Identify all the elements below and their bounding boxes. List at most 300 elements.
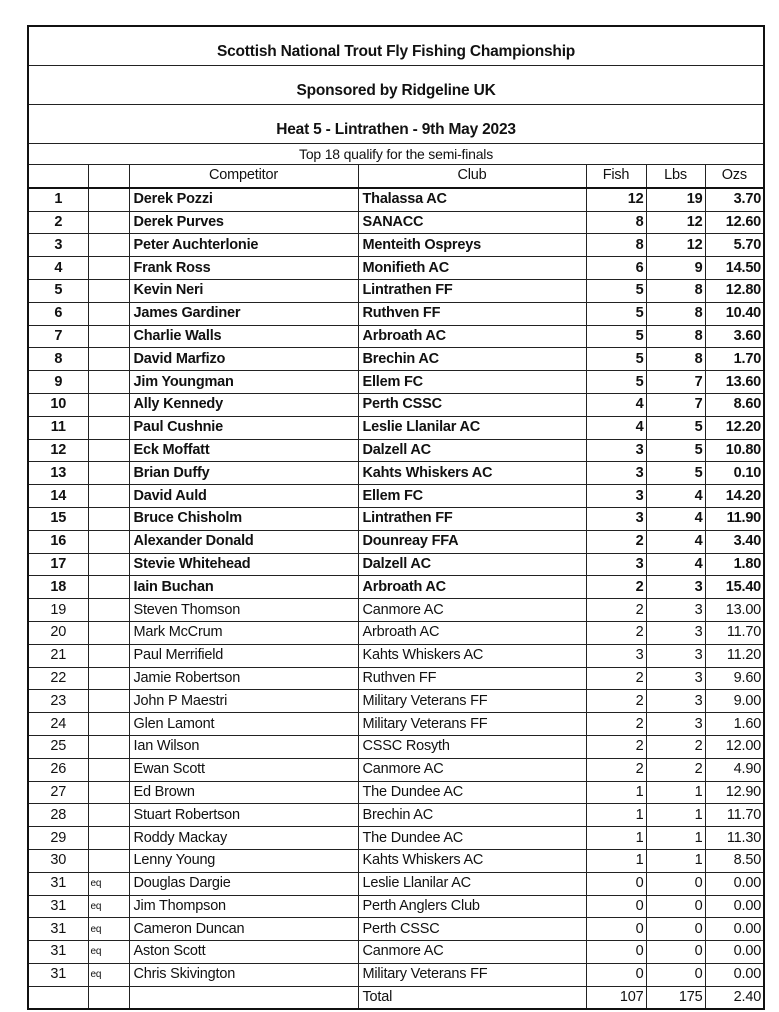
table-row — [28, 895, 764, 918]
ozs-weight: 8.50 — [705, 849, 764, 872]
ozs-weight: 12.20 — [705, 416, 764, 439]
ozs-weight: 0.00 — [705, 918, 764, 941]
club-name: Perth CSSC — [358, 918, 586, 941]
club-name: Monifieth AC — [358, 257, 586, 280]
position-cell: 15 — [28, 507, 88, 530]
fish-count: 1 — [586, 804, 646, 827]
lbs-weight: 12 — [646, 234, 705, 257]
club-name: Canmore AC — [358, 599, 586, 622]
competitor-name: Brian Duffy — [129, 462, 358, 485]
lbs-weight: 1 — [646, 781, 705, 804]
position-cell: 5 — [28, 279, 88, 302]
ozs-weight: 11.70 — [705, 621, 764, 644]
fish-count: 3 — [586, 439, 646, 462]
eq-marker — [88, 507, 129, 530]
eq-marker — [88, 416, 129, 439]
club-name: Brechin AC — [358, 348, 586, 371]
eq-marker — [88, 713, 129, 736]
heat-row — [28, 105, 764, 144]
eq-marker — [88, 439, 129, 462]
table-row — [28, 690, 764, 713]
position-cell: 31 — [28, 872, 88, 895]
club-name: Kahts Whiskers AC — [358, 644, 586, 667]
fish-count: 12 — [586, 188, 646, 211]
fish-count: 1 — [586, 781, 646, 804]
position-cell: 24 — [28, 713, 88, 736]
ozs-weight: 1.70 — [705, 348, 764, 371]
lbs-weight: 7 — [646, 393, 705, 416]
ozs-weight: 1.80 — [705, 553, 764, 576]
club-name: The Dundee AC — [358, 781, 586, 804]
table-row — [28, 827, 764, 850]
position-cell: 18 — [28, 576, 88, 599]
fish-count: 4 — [586, 393, 646, 416]
competitor-name: Derek Pozzi — [129, 188, 358, 211]
competitor-name: James Gardiner — [129, 302, 358, 325]
club-name: Dalzell AC — [358, 439, 586, 462]
lbs-weight: 5 — [646, 439, 705, 462]
position-cell: 6 — [28, 302, 88, 325]
ozs-weight: 9.00 — [705, 690, 764, 713]
club-name: Leslie Llanilar AC — [358, 416, 586, 439]
eq-marker — [88, 644, 129, 667]
club-name: Kahts Whiskers AC — [358, 462, 586, 485]
ozs-weight: 0.00 — [705, 941, 764, 964]
ozs-weight: 11.30 — [705, 827, 764, 850]
ozs-weight: 0.00 — [705, 895, 764, 918]
table-row — [28, 462, 764, 485]
competitor-name: David Marfizo — [129, 348, 358, 371]
fish-count: 4 — [586, 416, 646, 439]
fish-count: 2 — [586, 576, 646, 599]
lbs-weight: 3 — [646, 621, 705, 644]
eq-marker — [88, 234, 129, 257]
club-name: Leslie Llanilar AC — [358, 872, 586, 895]
competitor-name: Ally Kennedy — [129, 393, 358, 416]
competitor-name: Frank Ross — [129, 257, 358, 280]
position-cell: 14 — [28, 485, 88, 508]
table-row — [28, 872, 764, 895]
eq-marker: eq — [88, 895, 129, 918]
ozs-weight: 11.90 — [705, 507, 764, 530]
table-row — [28, 599, 764, 622]
eq-marker — [88, 804, 129, 827]
eq-marker — [88, 279, 129, 302]
blank-cell — [129, 986, 358, 1009]
competitor-name: Eck Moffatt — [129, 439, 358, 462]
competitor-name: Iain Buchan — [129, 576, 358, 599]
lbs-weight: 0 — [646, 895, 705, 918]
fish-count: 0 — [586, 941, 646, 964]
lbs-weight: 3 — [646, 644, 705, 667]
lbs-weight: 4 — [646, 485, 705, 508]
fish-count: 2 — [586, 667, 646, 690]
fish-count: 0 — [586, 872, 646, 895]
competitor-name: Jim Youngman — [129, 371, 358, 394]
eq-marker — [88, 257, 129, 280]
club-name: Kahts Whiskers AC — [358, 849, 586, 872]
club-name: Ellem FC — [358, 485, 586, 508]
lbs-weight: 7 — [646, 371, 705, 394]
table-row — [28, 485, 764, 508]
eq-marker — [88, 735, 129, 758]
competitor-name: Derek Purves — [129, 211, 358, 234]
table-row — [28, 553, 764, 576]
fish-count: 8 — [586, 211, 646, 234]
table-row — [28, 941, 764, 964]
eq-marker — [88, 758, 129, 781]
fish-count: 2 — [586, 690, 646, 713]
position-cell: 4 — [28, 257, 88, 280]
position-cell: 17 — [28, 553, 88, 576]
total-lbs: 175 — [646, 986, 705, 1009]
position-cell: 30 — [28, 849, 88, 872]
lbs-weight: 3 — [646, 576, 705, 599]
col-header-club: Club — [358, 165, 586, 188]
fish-count: 0 — [586, 963, 646, 986]
table-row — [28, 211, 764, 234]
club-name: Perth CSSC — [358, 393, 586, 416]
table-row — [28, 667, 764, 690]
table-row — [28, 393, 764, 416]
table-row — [28, 781, 764, 804]
blank-cell — [28, 986, 88, 1009]
competitor-name: Alexander Donald — [129, 530, 358, 553]
table-row — [28, 918, 764, 941]
eq-marker — [88, 553, 129, 576]
position-cell: 9 — [28, 371, 88, 394]
fish-count: 2 — [586, 713, 646, 736]
position-cell: 21 — [28, 644, 88, 667]
eq-marker: eq — [88, 941, 129, 964]
lbs-weight: 8 — [646, 348, 705, 371]
fish-count: 5 — [586, 371, 646, 394]
total-label: Total — [358, 986, 586, 1009]
position-cell: 29 — [28, 827, 88, 850]
position-cell: 31 — [28, 895, 88, 918]
fish-count: 3 — [586, 462, 646, 485]
competitor-name: Stevie Whitehead — [129, 553, 358, 576]
ozs-weight: 11.20 — [705, 644, 764, 667]
competitor-name: Aston Scott — [129, 941, 358, 964]
position-cell: 28 — [28, 804, 88, 827]
ozs-weight: 3.70 — [705, 188, 764, 211]
col-header-eq — [88, 165, 129, 188]
position-cell: 16 — [28, 530, 88, 553]
eq-marker — [88, 621, 129, 644]
club-name: Canmore AC — [358, 758, 586, 781]
eq-marker — [88, 781, 129, 804]
competitor-name: Paul Cushnie — [129, 416, 358, 439]
position-cell: 23 — [28, 690, 88, 713]
position-cell: 13 — [28, 462, 88, 485]
sponsor-row — [28, 66, 764, 105]
fish-count: 8 — [586, 234, 646, 257]
fish-count: 2 — [586, 758, 646, 781]
table-row — [28, 804, 764, 827]
lbs-weight: 3 — [646, 599, 705, 622]
position-cell: 31 — [28, 963, 88, 986]
ozs-weight: 3.60 — [705, 325, 764, 348]
position-cell: 20 — [28, 621, 88, 644]
fish-count: 3 — [586, 553, 646, 576]
competitor-name: Charlie Walls — [129, 325, 358, 348]
competitor-name: Ed Brown — [129, 781, 358, 804]
competitor-name: Chris Skivington — [129, 963, 358, 986]
competitor-name: Douglas Dargie — [129, 872, 358, 895]
eq-marker — [88, 530, 129, 553]
lbs-weight: 12 — [646, 211, 705, 234]
table-row — [28, 302, 764, 325]
table-row — [28, 963, 764, 986]
lbs-weight: 3 — [646, 690, 705, 713]
results-table — [27, 25, 765, 1010]
lbs-weight: 19 — [646, 188, 705, 211]
ozs-weight: 8.60 — [705, 393, 764, 416]
club-name: Lintrathen FF — [358, 507, 586, 530]
lbs-weight: 3 — [646, 667, 705, 690]
blank-cell — [88, 986, 129, 1009]
position-cell: 25 — [28, 735, 88, 758]
fish-count: 2 — [586, 621, 646, 644]
fish-count: 0 — [586, 895, 646, 918]
heat-title: Heat 5 - Lintrathen - 9th May 2023 — [28, 105, 764, 144]
club-name: Lintrathen FF — [358, 279, 586, 302]
competitor-name: Jamie Robertson — [129, 667, 358, 690]
fish-count: 2 — [586, 735, 646, 758]
lbs-weight: 4 — [646, 530, 705, 553]
competitor-name: Mark McCrum — [129, 621, 358, 644]
lbs-weight: 1 — [646, 849, 705, 872]
title-row — [28, 26, 764, 66]
table-row — [28, 279, 764, 302]
sponsor-line: Sponsored by Ridgeline UK — [28, 66, 764, 105]
competitor-name: Stuart Robertson — [129, 804, 358, 827]
table-row — [28, 439, 764, 462]
position-cell: 31 — [28, 918, 88, 941]
competitor-name: Roddy Mackay — [129, 827, 358, 850]
eq-marker — [88, 348, 129, 371]
lbs-weight: 4 — [646, 507, 705, 530]
note-row — [28, 144, 764, 165]
competitor-name: Steven Thomson — [129, 599, 358, 622]
table-row — [28, 530, 764, 553]
eq-marker — [88, 599, 129, 622]
ozs-weight: 4.90 — [705, 758, 764, 781]
ozs-weight: 10.80 — [705, 439, 764, 462]
fish-count: 1 — [586, 849, 646, 872]
competitor-name: Jim Thompson — [129, 895, 358, 918]
ozs-weight: 14.50 — [705, 257, 764, 280]
table-row — [28, 257, 764, 280]
fish-count: 3 — [586, 507, 646, 530]
club-name: Perth Anglers Club — [358, 895, 586, 918]
table-row — [28, 507, 764, 530]
ozs-weight: 12.00 — [705, 735, 764, 758]
table-row — [28, 713, 764, 736]
eq-marker — [88, 576, 129, 599]
col-header-competitor: Competitor — [129, 165, 358, 188]
club-name: Dalzell AC — [358, 553, 586, 576]
column-header-row — [28, 165, 764, 188]
lbs-weight: 8 — [646, 279, 705, 302]
eq-marker — [88, 393, 129, 416]
lbs-weight: 3 — [646, 713, 705, 736]
position-cell: 10 — [28, 393, 88, 416]
fish-count: 0 — [586, 918, 646, 941]
competitor-name: Paul Merrifield — [129, 644, 358, 667]
eq-marker — [88, 325, 129, 348]
club-name: Military Veterans FF — [358, 963, 586, 986]
fish-count: 6 — [586, 257, 646, 280]
table-row — [28, 576, 764, 599]
competitor-name: John P Maestri — [129, 690, 358, 713]
championship-title: Scottish National Trout Fly Fishing Championship — [28, 26, 764, 66]
ozs-weight: 3.40 — [705, 530, 764, 553]
col-header-lbs: Lbs — [646, 165, 705, 188]
position-cell: 26 — [28, 758, 88, 781]
col-header-ozs: Ozs — [705, 165, 764, 188]
lbs-weight: 4 — [646, 553, 705, 576]
eq-marker — [88, 827, 129, 850]
ozs-weight: 13.00 — [705, 599, 764, 622]
eq-marker: eq — [88, 963, 129, 986]
position-cell: 22 — [28, 667, 88, 690]
table-row — [28, 621, 764, 644]
table-row — [28, 325, 764, 348]
lbs-weight: 0 — [646, 941, 705, 964]
ozs-weight: 10.40 — [705, 302, 764, 325]
lbs-weight: 1 — [646, 827, 705, 850]
lbs-weight: 0 — [646, 963, 705, 986]
ozs-weight: 12.60 — [705, 211, 764, 234]
lbs-weight: 2 — [646, 735, 705, 758]
fish-count: 5 — [586, 279, 646, 302]
eq-marker — [88, 188, 129, 211]
lbs-weight: 1 — [646, 804, 705, 827]
competitor-name: David Auld — [129, 485, 358, 508]
club-name: Ruthven FF — [358, 667, 586, 690]
ozs-weight: 14.20 — [705, 485, 764, 508]
table-row — [28, 188, 764, 211]
club-name: Arbroath AC — [358, 621, 586, 644]
ozs-weight: 0.00 — [705, 963, 764, 986]
eq-marker — [88, 211, 129, 234]
eq-marker — [88, 485, 129, 508]
position-cell: 11 — [28, 416, 88, 439]
club-name: CSSC Rosyth — [358, 735, 586, 758]
table-row — [28, 849, 764, 872]
fish-count: 3 — [586, 644, 646, 667]
lbs-weight: 0 — [646, 872, 705, 895]
fish-count: 5 — [586, 325, 646, 348]
table-row — [28, 371, 764, 394]
col-header-fish: Fish — [586, 165, 646, 188]
table-row — [28, 644, 764, 667]
competitor-name: Ewan Scott — [129, 758, 358, 781]
ozs-weight: 12.90 — [705, 781, 764, 804]
position-cell: 2 — [28, 211, 88, 234]
total-ozs: 2.40 — [705, 986, 764, 1009]
position-cell: 19 — [28, 599, 88, 622]
competitor-name: Lenny Young — [129, 849, 358, 872]
eq-marker — [88, 371, 129, 394]
lbs-weight: 8 — [646, 325, 705, 348]
ozs-weight: 1.60 — [705, 713, 764, 736]
position-cell: 3 — [28, 234, 88, 257]
club-name: Ellem FC — [358, 371, 586, 394]
club-name: Military Veterans FF — [358, 713, 586, 736]
competitor-name: Peter Auchterlonie — [129, 234, 358, 257]
col-header-position — [28, 165, 88, 188]
eq-marker — [88, 849, 129, 872]
table-row — [28, 416, 764, 439]
competitor-name: Bruce Chisholm — [129, 507, 358, 530]
position-cell: 1 — [28, 188, 88, 211]
total-row — [28, 986, 764, 1009]
eq-marker — [88, 667, 129, 690]
table-row — [28, 348, 764, 371]
ozs-weight: 0.10 — [705, 462, 764, 485]
table-row — [28, 758, 764, 781]
eq-marker — [88, 462, 129, 485]
position-cell: 12 — [28, 439, 88, 462]
eq-marker: eq — [88, 918, 129, 941]
position-cell: 8 — [28, 348, 88, 371]
eq-marker — [88, 690, 129, 713]
club-name: Arbroath AC — [358, 576, 586, 599]
ozs-weight: 9.60 — [705, 667, 764, 690]
qualify-note: Top 18 qualify for the semi-finals — [28, 144, 764, 165]
fish-count: 2 — [586, 530, 646, 553]
position-cell: 27 — [28, 781, 88, 804]
fish-count: 5 — [586, 302, 646, 325]
ozs-weight: 15.40 — [705, 576, 764, 599]
position-cell: 7 — [28, 325, 88, 348]
club-name: Ruthven FF — [358, 302, 586, 325]
lbs-weight: 5 — [646, 462, 705, 485]
club-name: Brechin AC — [358, 804, 586, 827]
ozs-weight: 11.70 — [705, 804, 764, 827]
lbs-weight: 0 — [646, 918, 705, 941]
lbs-weight: 9 — [646, 257, 705, 280]
ozs-weight: 0.00 — [705, 872, 764, 895]
competitor-name: Glen Lamont — [129, 713, 358, 736]
club-name: Military Veterans FF — [358, 690, 586, 713]
club-name: Thalassa AC — [358, 188, 586, 211]
ozs-weight: 5.70 — [705, 234, 764, 257]
eq-marker — [88, 302, 129, 325]
competitor-name: Ian Wilson — [129, 735, 358, 758]
competitor-name: Cameron Duncan — [129, 918, 358, 941]
eq-marker: eq — [88, 872, 129, 895]
club-name: The Dundee AC — [358, 827, 586, 850]
total-fish: 107 — [586, 986, 646, 1009]
competitor-name: Kevin Neri — [129, 279, 358, 302]
club-name: Dounreay FFA — [358, 530, 586, 553]
lbs-weight: 8 — [646, 302, 705, 325]
table-row — [28, 234, 764, 257]
club-name: SANACC — [358, 211, 586, 234]
position-cell: 31 — [28, 941, 88, 964]
table-row — [28, 735, 764, 758]
ozs-weight: 12.80 — [705, 279, 764, 302]
club-name: Arbroath AC — [358, 325, 586, 348]
fish-count: 2 — [586, 599, 646, 622]
fish-count: 1 — [586, 827, 646, 850]
club-name: Menteith Ospreys — [358, 234, 586, 257]
lbs-weight: 5 — [646, 416, 705, 439]
